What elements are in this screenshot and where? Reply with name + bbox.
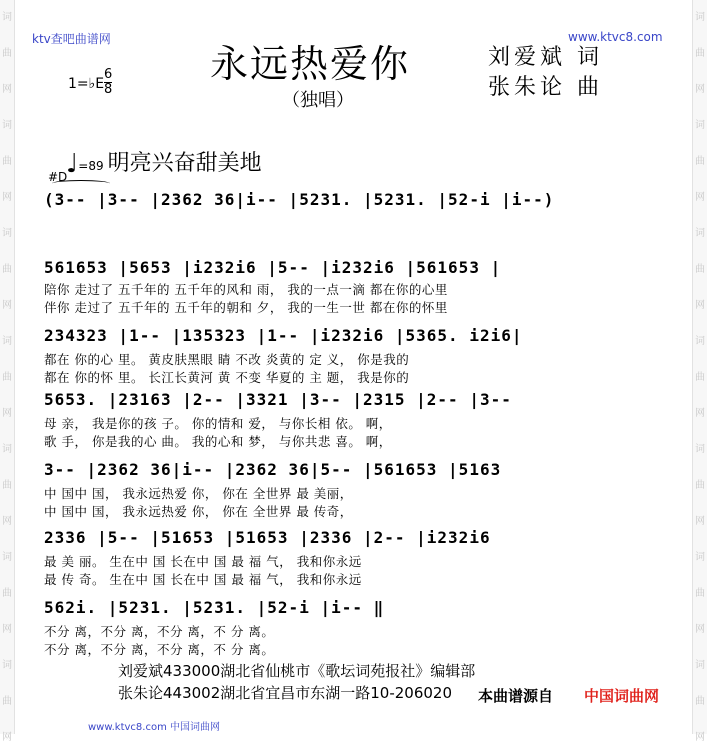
song-subtitle: （独唱） xyxy=(282,90,354,111)
lyric-line-7b: 不分 离，不分 离，不分 离，不 分 离。 xyxy=(44,642,275,657)
quarter-note-icon: ♩ xyxy=(66,149,79,179)
right-watermark-strip: 词曲网词曲网词曲网词曲网词曲网词曲网词曲网 xyxy=(692,0,707,734)
notation-line-6: 2336 |5-- |51653 |51653 |2336 |2-- |i232i6 xyxy=(44,528,491,547)
slur-mark xyxy=(52,180,110,187)
lyric-line-6b: 最 传 奇。 生在中 国 长在中 国 最 福 气， 我和你永远 xyxy=(44,572,362,587)
lyric-line-3b: 都在 你的怀 里。 长江长黄河 黄 不变 华夏的 主 题， 我是你的 xyxy=(44,370,410,385)
lyric-line-5a: 中 国中 国， 我永远热爱 你， 你在 全世界 最 美丽， xyxy=(44,486,353,501)
composer-address: 张朱论443002湖北省宜昌市东湖一路10-206020 xyxy=(118,684,453,702)
tempo-marking xyxy=(66,146,262,179)
lyric-line-4b: 歌 手， 你是我的心 曲。 我的心和 梦， 与你共悲 喜。 啊， xyxy=(44,434,392,449)
meter-top: 6 xyxy=(104,67,113,82)
notation-line-1: (3-- |3-- |2362 36|i-- |5231. |5231. |52-i |i--) xyxy=(44,190,555,209)
lyric-line-6a: 最 美 丽。 生在中 国 长在中 国 最 福 气， 我和你永远 xyxy=(44,554,362,569)
song-title: 永远热爱你 xyxy=(210,42,411,86)
key-signature: 1=♭E xyxy=(68,76,105,92)
site-url-right[interactable]: www.ktvc8.com xyxy=(568,30,663,44)
left-watermark-strip: 词曲网词曲网词曲网词曲网词曲网词曲网词曲网 xyxy=(0,0,15,734)
lyric-line-3a: 都在 你的心 里。 黄皮肤黑眼 睛 不改 炎黄的 定 义， 你是我的 xyxy=(44,352,410,367)
source-brand[interactable]: 中国词曲网 xyxy=(584,687,660,705)
notation-line-3: 234323 |1-- |135323 |1-- |i232i6 |5365. i2i6| xyxy=(44,326,523,345)
notation-line-2: 561653 |5653 |i232i6 |5-- |i232i6 |561653 | xyxy=(44,258,502,277)
notation-line-4: 5653. |23163 |2-- |3321 |3-- |2315 |2-- |3-- xyxy=(44,390,512,409)
lyric-line-5b: 中 国中 国， 我永远热爱 你， 你在 全世界 最 传奇， xyxy=(44,504,353,519)
notation-line-5: 3-- |2362 36|i-- |2362 36|5-- |561653 |5163 xyxy=(44,460,502,479)
lyricist-address: 刘爱斌433000湖北省仙桃市《歌坛词苑报社》编辑部 xyxy=(118,662,476,680)
lyric-line-2b: 伴你 走过了 五千年的 五千年的朝和 夕， 我的一生一世 都在你的怀里 xyxy=(44,300,448,315)
site-name-left[interactable]: ktv查吧曲谱网 xyxy=(32,32,111,46)
notation-line-7: 562i. |5231. |5231. |52-i |i-- ‖ xyxy=(44,598,385,617)
meter-bottom: 8 xyxy=(104,82,113,97)
lyricist-credit: 刘爱斌 词 xyxy=(488,45,603,70)
bottom-site-url[interactable]: www.ktvc8.com 中国词曲网 xyxy=(88,722,221,733)
key-change-marking: #D xyxy=(48,170,68,184)
tempo-bpm: =89 xyxy=(78,159,104,173)
time-signature xyxy=(104,68,112,97)
composer-credit: 张朱论 曲 xyxy=(488,75,603,100)
source-note: 本曲谱源自 xyxy=(478,687,554,705)
lyric-line-7a: 不分 离，不分 离，不分 离，不 分 离。 xyxy=(44,624,275,639)
expression-marking: 明亮兴奋甜美地 xyxy=(107,151,262,176)
lyric-line-4a: 母 亲， 我是你的孩 子。 你的情和 爱， 与你长相 依。 啊， xyxy=(44,416,392,431)
lyric-line-2a: 陪你 走过了 五千年的 五千年的风和 雨， 我的一点一滴 都在你的心里 xyxy=(44,282,448,297)
